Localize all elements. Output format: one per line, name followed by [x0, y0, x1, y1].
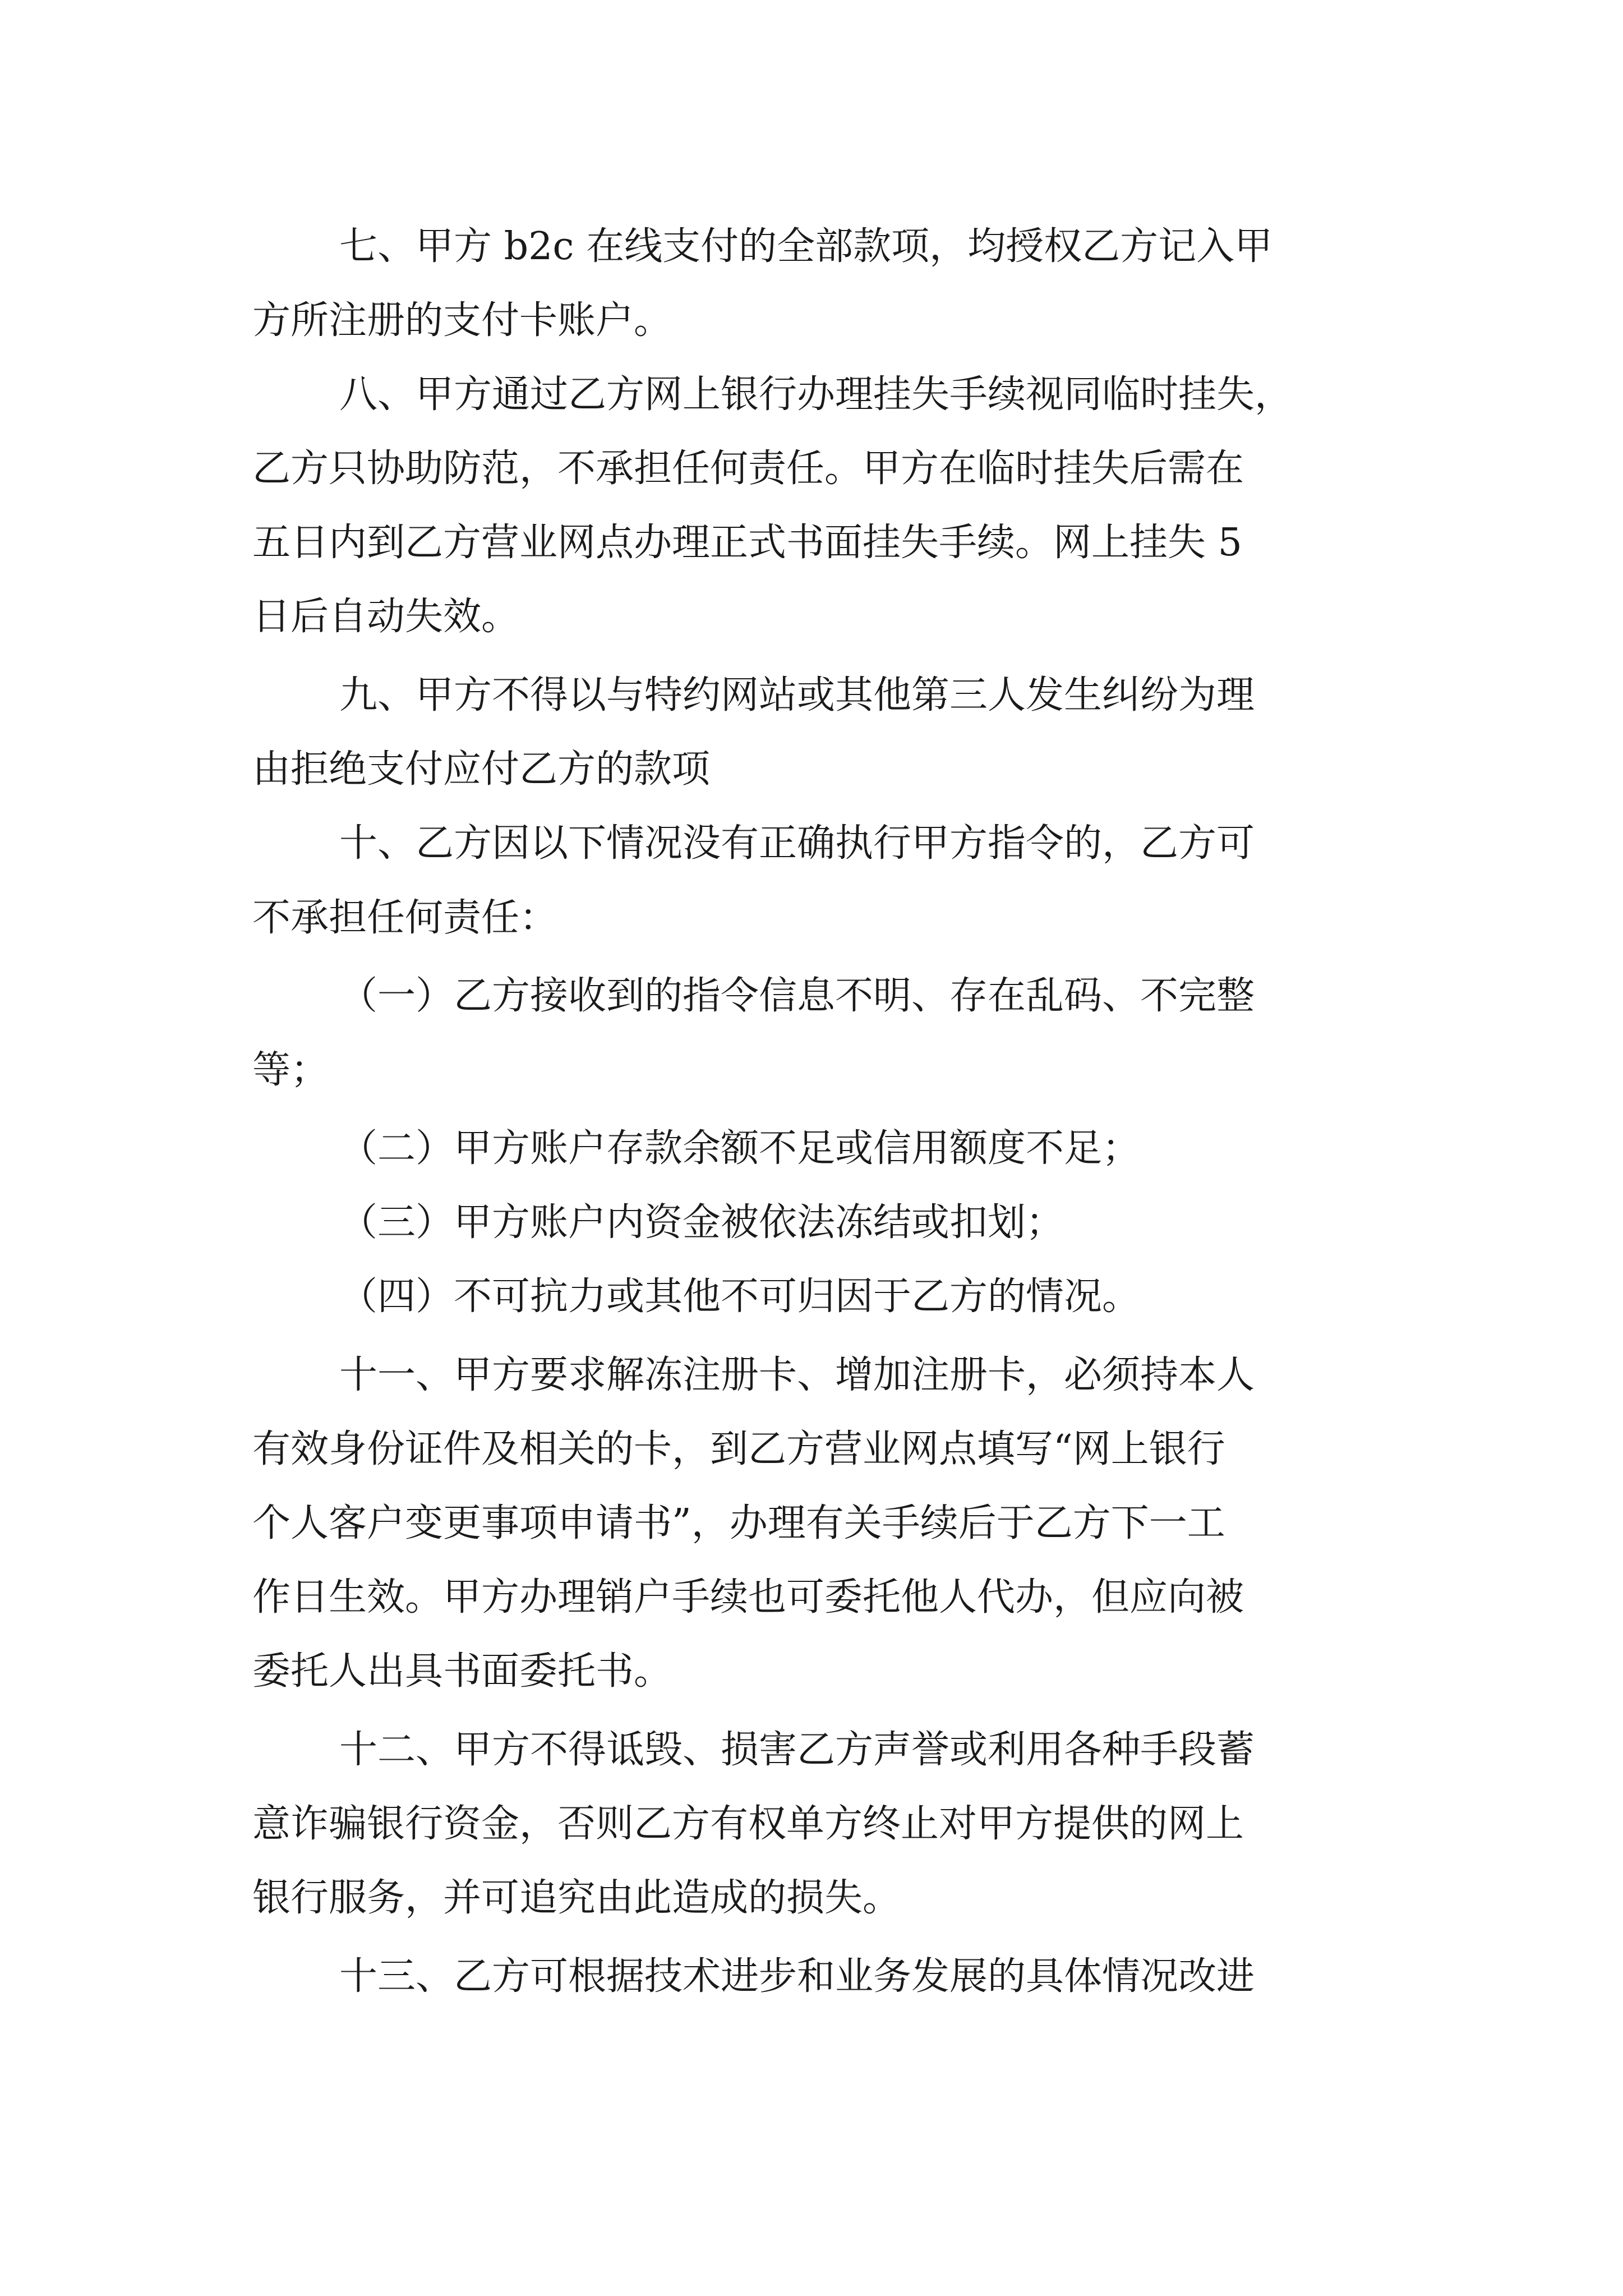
text-line: 方所注册的支付卡账户。 — [252, 298, 672, 343]
text-line: 有效身份证件及相关的卡，到乙方营业网点填写“网上银行 — [252, 1427, 1225, 1471]
text-line: （三）甲方账户内资金被依法冻结或扣划； — [339, 1200, 1064, 1245]
text-line: 由拒绝支付应付乙方的款项 — [252, 747, 711, 792]
text-line: 银行服务，并可追究由此造成的损失。 — [252, 1876, 901, 1920]
text-line: 个人客户变更事项申请书”，办理有关手续后于乙方下一工 — [252, 1501, 1225, 1545]
text-line: 十一、甲方要求解冻注册卡、增加注册卡，必须持本人 — [339, 1353, 1255, 1397]
text-line: 不承担任何责任： — [252, 896, 558, 940]
text-line: 十三、乙方可根据技术进步和业务发展的具体情况改进 — [339, 1954, 1255, 1999]
text-line: 十二、甲方不得诋毁、损害乙方声誉或利用各种手段蓄 — [339, 1728, 1255, 1772]
text-line: 等； — [252, 1048, 329, 1092]
text-line: 九、甲方不得以与特约网站或其他第三人发生纠纷为理 — [339, 673, 1255, 717]
text-line: （四）不可抗力或其他不可归因于乙方的情况。 — [339, 1274, 1141, 1319]
text-line: 八、甲方通过乙方网上银行办理挂失手续视同临时挂失， — [339, 372, 1293, 417]
text-line: 意诈骗银行资金，否则乙方有权单方终止对甲方提供的网上 — [252, 1802, 1244, 1846]
text-line: （一）乙方接收到的指令信息不明、存在乱码、不完整 — [339, 974, 1255, 1018]
text-line: 委托人出具书面委托书。 — [252, 1649, 672, 1694]
text-line: 作日生效。甲方办理销户手续也可委托他人代办，但应向被 — [252, 1575, 1244, 1619]
text-line: 十、乙方因以下情况没有正确执行甲方指令的，乙方可 — [339, 821, 1255, 866]
text-line: 日后自动失效。 — [252, 595, 520, 639]
text-line: （二）甲方账户存款余额不足或信用额度不足； — [339, 1126, 1141, 1171]
text-line: 五日内到乙方营业网点办理正式书面挂失手续。网上挂失 5 — [252, 521, 1242, 565]
text-line: 七、甲方 b2c 在线支付的全部款项，均授权乙方记入甲 — [339, 224, 1273, 269]
text-line: 乙方只协助防范，不承担任何责任。甲方在临时挂失后需在 — [252, 447, 1244, 491]
